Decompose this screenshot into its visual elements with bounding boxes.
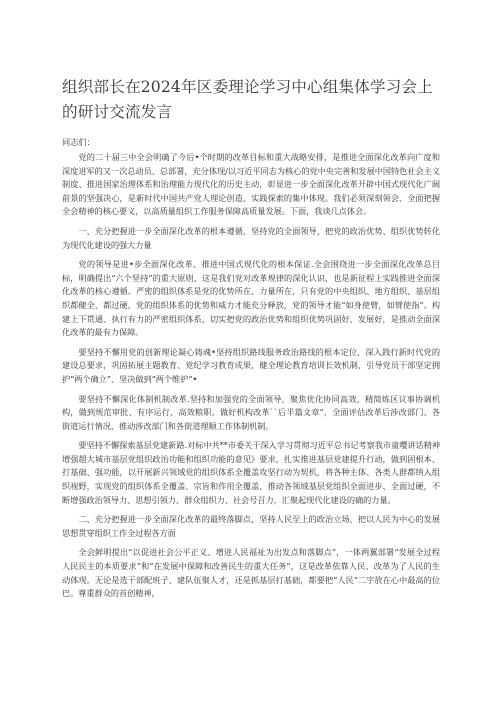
paragraph: 全会鲜明提出“以促进社会公平正义、增进人民福祉为出发点和落脚点”，一体两翼部署“发展全过程人民民主的本质要求”和“在发展中保障和改善民生的重大任务”，这是改革依靠人民、改革为了人民的生动体现。无论是选干部配班子、建队伍聚人才，还是抓基层打基础，都要把“人民”二字放在心中最高的位巴。尊重群众的首创精神， [62,547,440,599]
section-heading: 一、充分把握进一步全面深化改革的根本遵循，坚持党的全面领导，把党的政治优势、组织优势转化为现代化建设的强大力量 [62,225,440,250]
paragraph: 要坚持不懈用党的创新理论凝心铸魂•坚持组织路线服务政治路线的根本定位，深入践行新时代党的建设总要求，巩固拓展主题教育、党纪学习教育成果，健全理论教育培训长效机制，引导党员干部坚定拥护“两个确立”、坚决做到“两个维护”• [62,346,440,384]
paragraph: 党的领导是进•步全面深化改革、推进中国式现代化的根本保证.全会围绕进一步全面深化改革总目标，明确提出“六个坚持”的重大原则，这是我们党对改革规律的深化认识，也是新征程上实践推进全面深化改革的核心遵循。严密的组织体系是党的优势所在、力量所在，只有党的中央组织、地方组织、基层组织都健全、都过硬，党的组织体系的优势和威力才能充分释放，党的领导才能“如身使臂，如臂使指”。构建上下贯通、执行有力的严密组织体系，切实把党的政治优势和组织优势巩固好、发展好，是推动全面深化改革的最有力保障。 [62,259,440,338]
paragraph: 党的二十届三中全会明确了今后•个时期的改革目标和重大战略安排，是推进全面深化改革向广度和深度进军的又一次总动员、总部署，充分体现/以习近平同志为核心的党中央完善和发展中国特色社会主义制度、推进国家治理体系和治理能力现代化的历史主动，彰显进一步全面深化改革开辟中国式现代化广阔前景的坚强决心，是新时代中国共产党人理论创造、实践探索的集中体现。我们必须深刻领会、全面把握全会精神的核心要义，以高质量组织工作服务保障高质量发展。下面，我谈几点体会。 [62,152,440,217]
paragraph: 要坚持不懈探索基层党建新路.对标中共**市委关于深入学习贯彻习近平总书记考察我市童嘤讲话精神增强超大城市基层党组织政治功能和组织功能的意见》要求，扎实推进基层党建提升行动，做到固根本、打基础、强功能，以开展新兴领域党的组织体系全覆盖攻坚行动为契机，将各种主体、各类人群都纳入组织视野，实现党的组织体系全覆盖、宗旨和作用全覆盖，推动各领域基层党组织全面进步、全面过硬，不断增强政治领导力、思想引领力、群众组织力、社会号召力，汇聚起现代化建设的确的力量。 [62,440,440,505]
section-heading: 二、充分把握进一步全面深化改革的最终落脚点，坚持人民至上的政治立场，把以人民为中心的发展思想贯穿组织工作全过程各方面 [62,514,440,538]
document-title: 组织部长在2024年区委理论学习中心组集体学习会上的研讨交流发言 [62,78,433,121]
paragraph: 要坚持不懈深化体制机制改革.坚持和加强党的全面领导，聚焦优化协同高效，精简炼区议事协调机构，做到规范审批、有序运行、高效粮职。做好机构改革``后半篇文章”，全面评估改革后涉改部门、各街道运行情况，推动涉改部门和各街道理顺工作体制机制。 [62,393,440,431]
greeting: 同志们： [62,137,95,147]
